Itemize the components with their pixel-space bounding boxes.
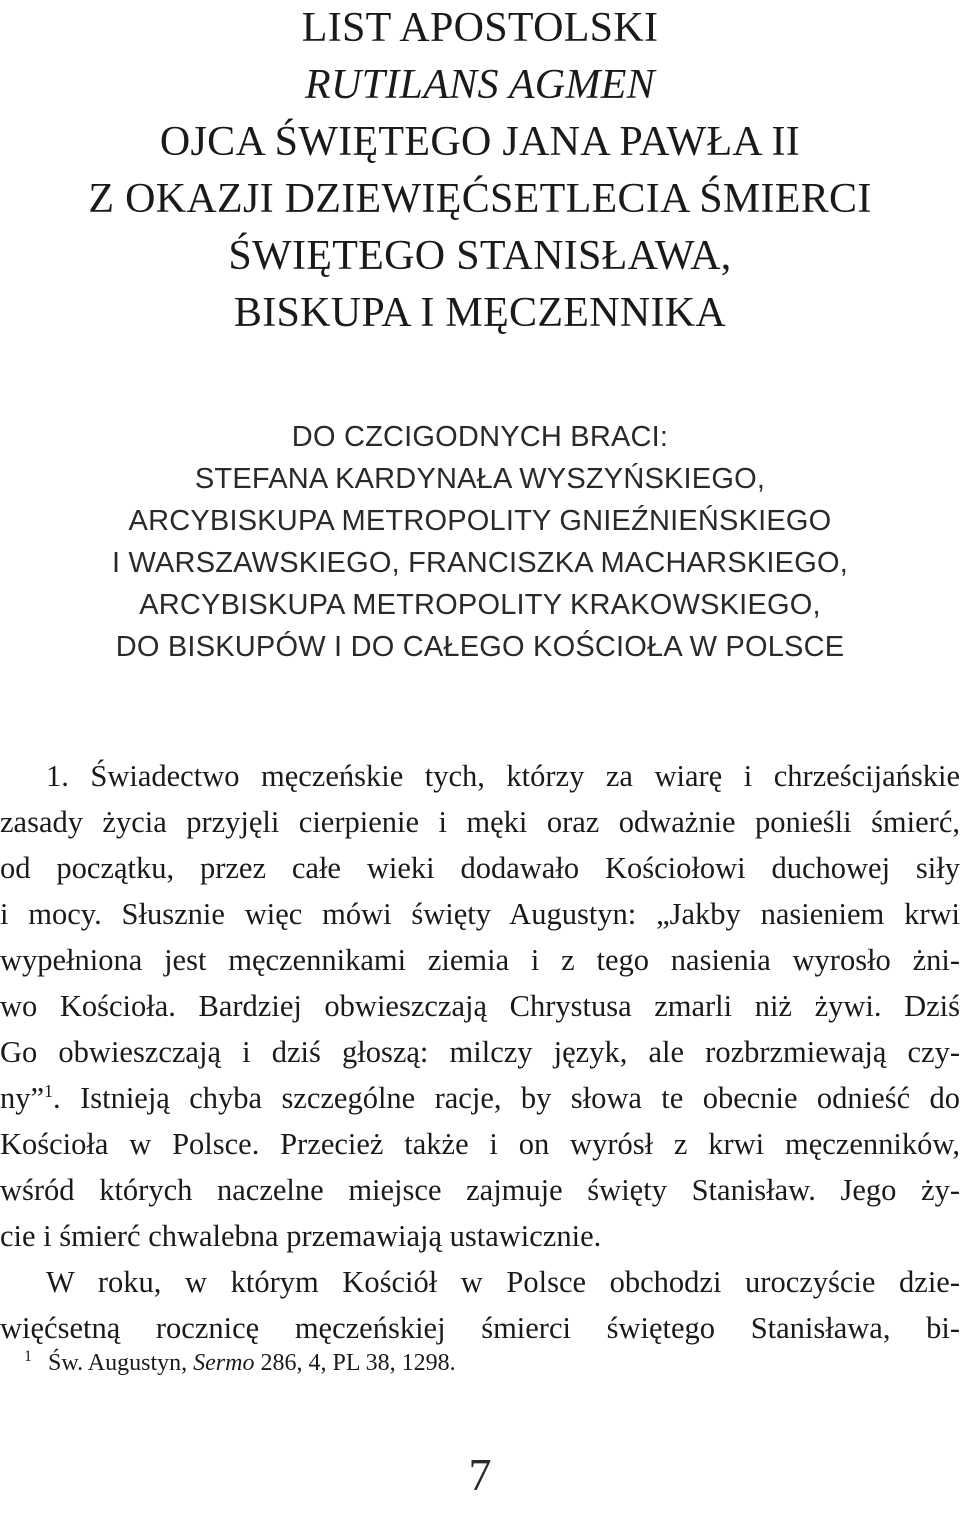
body-line-11: cie i śmierć chwalebna przemawiają ustawicznie.	[0, 1219, 602, 1253]
address-line-2: STEFANA KARDYNAŁA WYSZYŃSKIEGO,	[194, 463, 766, 495]
body-line-10: wśród których naczelne miejsce zajmuje święty Stanisław. Jego ży-	[0, 1173, 960, 1207]
letter-title	[0, 0, 960, 342]
body-line-8-start: ny”	[0, 1081, 45, 1115]
addressee-block	[0, 416, 960, 668]
body-line-1: 1. Świadectwo męczeńskie tych, którzy za wiarę i chrześcijańskie	[46, 759, 960, 793]
body-line-4: i mocy. Słusznie więc mówi święty Augustyn: „Jakby nasieniem krwi	[0, 897, 960, 931]
footnote-text	[48, 1348, 456, 1378]
body-text	[0, 753, 960, 1351]
title-line-1: LIST APOSTOLSKI	[301, 5, 659, 51]
body-line-5: wypełniona jest męczennikami ziemia i z tego nasienia wyrosło żni-	[0, 943, 960, 977]
address-line-1: DO CZCIGODNYCH BRACI:	[291, 421, 669, 453]
footnote-prefix: Św. Augustyn,	[48, 1350, 194, 1376]
footnote-reference: 1	[44, 1080, 54, 1101]
title-line-6: BISKUPA I MĘCZENNIKA	[233, 290, 727, 336]
title-line-5: ŚWIĘTEGO STANISŁAWA,	[228, 233, 732, 279]
body-line-2: zasady życia przyjęli cierpienie i męki oraz odważnie ponieśli śmierć,	[0, 805, 960, 839]
footnote-italic: Sermo	[193, 1350, 255, 1376]
footnote-number: 1	[24, 1348, 32, 1365]
page-number: 7	[468, 1449, 492, 1500]
body-line-7: Go obwieszczają i dziś głoszą: milczy język, ale rozbrzmiewają czy-	[0, 1035, 960, 1069]
address-line-3: ARCYBISKUPA METROPOLITY GNIEŹNIEŃSKIEGO	[128, 505, 832, 537]
address-line-5: ARCYBISKUPA METROPOLITY KRAKOWSKIEGO,	[139, 589, 821, 621]
body-line-3: od początku, przez całe wieki dodawało Kościołowi duchowej siły	[0, 851, 960, 885]
body-line-6: wo Kościoła. Bardziej obwieszczają Chrystusa zmarli niż żywi. Dziś	[0, 989, 960, 1023]
body-line-8	[0, 1075, 960, 1121]
footnote-suffix: 286, 4, PL 38, 1298.	[254, 1350, 456, 1376]
body-line-12: W roku, w którym Kościół w Polsce obchodzi uroczyście dzie-	[46, 1265, 960, 1299]
body-line-8-end: . Istnieją chyba szczególne racje, by słowa te obecnie odnieść do	[53, 1081, 960, 1115]
title-line-3: OJCA ŚWIĘTEGO JANA PAWŁA II	[159, 119, 801, 165]
body-line-13: więćsetną rocznicę męczeńskiej śmierci świętego Stanisława, bi-	[0, 1311, 960, 1345]
body-line-9: Kościoła w Polsce. Przecież także i on wyrósł z krwi męczenników,	[0, 1127, 960, 1161]
address-line-4: I WARSZAWSKIEGO, FRANCISZKA MACHARSKIEGO,	[112, 547, 848, 579]
address-line-6: DO BISKUPÓW I DO CAŁEGO KOŚCIOŁA W POLSCE	[115, 631, 845, 663]
title-line-2: RUTILANS AGMEN	[305, 62, 655, 108]
title-line-4: Z OKAZJI DZIEWIĘĆSETLECIA ŚMIERCI	[88, 176, 872, 222]
